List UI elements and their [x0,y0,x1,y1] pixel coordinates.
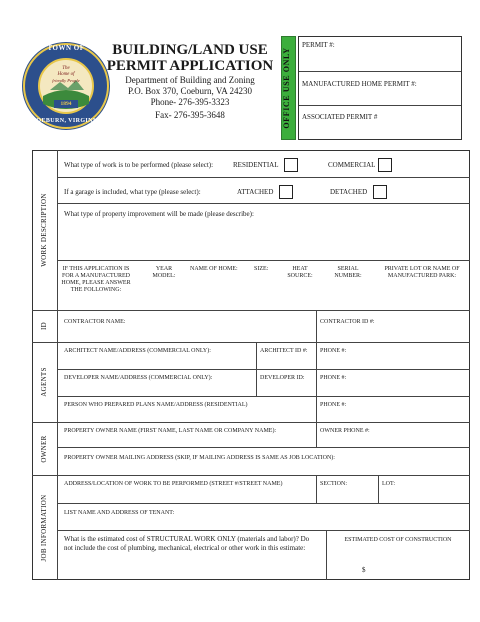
architect-phone-label: PHONE #: [320,348,347,354]
name-of-home-label: NAME OF HOME: [190,266,238,272]
estimated-cost-label: ESTIMATED COST OF CONSTRUCTION [344,537,452,543]
associated-permit-label: ASSOCIATED PERMIT # [302,113,378,121]
manufactured-home-permit-label: MANUFACTURED HOME PERMIT #: [302,80,417,88]
seal-motto-3: friendly People [52,78,80,83]
detached-checkbox[interactable] [373,185,387,199]
improvement-question: What type of property improvement will be made (please describe): [64,210,254,218]
preparer-label: PERSON WHO PREPARED PLANS NAME/ADDRESS (RESIDENTIAL) [64,402,248,408]
office-use-box [298,36,462,140]
section-label-agents: AGENTS [40,367,48,397]
job-location-label: ADDRESS/LOCATION OF WORK TO BE PERFORMED (STREET #/STREET NAME) [64,481,283,487]
office-use-label: OFFICE USE ONLY [282,47,291,129]
permit-number-label: PERMIT #: [302,41,335,49]
garage-question: If a garage is included, what type (please select): [64,188,201,196]
work-type-question: What type of work is to be performed (please select): [64,161,214,169]
architect-label: ARCHITECT NAME/ADDRESS (COMMERCIAL ONLY): [64,348,211,354]
lot-field-label: LOT: [382,481,396,487]
serial-number-label: SERIAL NUMBER: [334,266,362,279]
section-label-job-information: JOB INFORMATION [40,494,48,562]
owner-mailing-label: PROPERTY OWNER MAILING ADDRESS (SKIP, IF MAILING ADDRESS IS SAME AS JOB LOCATION): [64,455,335,461]
contractor-name-label: CONTRACTOR NAME: [64,319,126,325]
detached-label: DETACHED [330,188,368,196]
seal-bottom-text: COEBURN, VIRGINIA [31,118,101,124]
commercial-checkbox[interactable] [378,158,392,172]
developer-id-label: DEVELOPER ID: [260,375,305,381]
owner-phone-label: OWNER PHONE #: [320,428,370,434]
heat-source-label: HEAT SOURCE: [287,266,313,279]
department-address: P.O. Box 370, Coeburn, VA 24230 [128,86,252,96]
year-model-label: YEAR MODEL: [152,266,176,279]
section-label-work-description: WORK DESCRIPTION [40,193,48,267]
architect-id-label: ARCHITECT ID #: [260,348,308,354]
commercial-label: COMMERCIAL [328,161,376,169]
title-line-1: BUILDING/LAND USE [112,42,268,58]
size-label: SIZE: [254,266,269,272]
preparer-phone-label: PHONE #: [320,402,347,408]
section-label-id: ID [40,322,48,330]
residential-checkbox[interactable] [284,158,298,172]
town-seal [20,40,112,132]
tenant-label: LIST NAME AND ADDRESS OF TENANT: [64,510,175,516]
section-label-owner: OWNER [40,435,48,463]
manufactured-home-note: IF THIS APPLICATION IS FOR A MANUFACTURED HOME, PLEASE ANSWER THE FOLLOWING: [61,266,131,293]
owner-name-label: PROPERTY OWNER NAME (FIRST NAME, LAST NAME OR COMPANY NAME): [64,428,277,434]
seal-top-text: TOWN OF [47,44,85,52]
attached-label: ATTACHED [237,188,274,196]
seal-motto-1: The [62,66,70,71]
title-line-2: PERMIT APPLICATION [106,58,274,74]
dollar-sign: $ [362,566,366,574]
section-field-label: SECTION: [320,481,347,487]
seal-motto-2: Home of [57,72,75,77]
private-lot-label: PRIVATE LOT OR NAME OF MANUFACTURED PARK: [384,266,460,279]
department-name: Department of Building and Zoning [125,75,255,85]
contractor-id-label: CONTRACTOR ID #: [320,319,375,325]
developer-phone-label: PHONE #: [320,375,347,381]
attached-checkbox[interactable] [279,185,293,199]
office-use-bar [281,36,296,140]
department-fax: Fax- 276-395-3648 [155,110,225,120]
developer-label: DEVELOPER NAME/ADDRESS (COMMERCIAL ONLY): [64,375,213,381]
residential-label: RESIDENTIAL [233,161,279,169]
department-phone: Phone- 276-395-3323 [150,97,230,107]
seal-year: 1894 [60,101,72,107]
estimated-cost-field[interactable] [332,560,464,576]
structural-cost-question: What is the estimated cost of STRUCTURAL WORK ONLY (materials and labor)? Do not include the cost of plumbing, mechanical, electrical or other work in this estimate: [64,535,310,552]
